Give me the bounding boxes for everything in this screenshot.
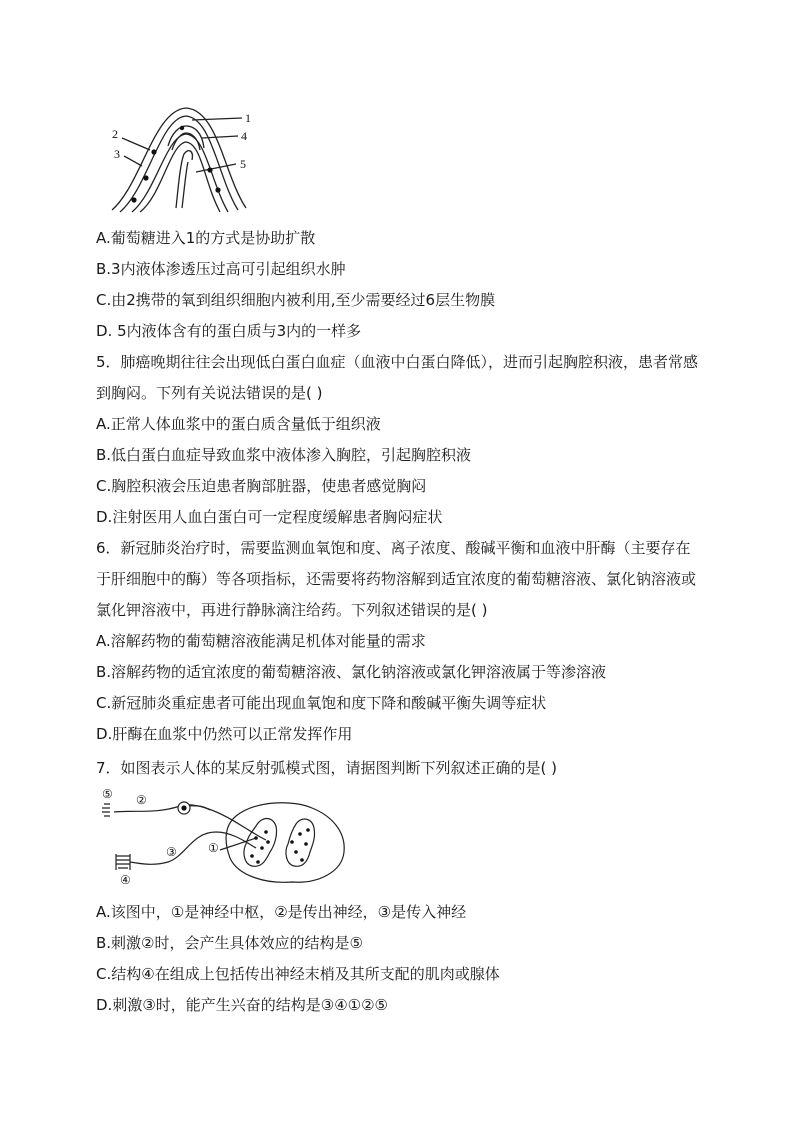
tissue-fluid-diagram [106,100,266,218]
q7-option-b: B.刺激②时，会产生具体效应的结构是⑤ [96,934,363,952]
figure2-label-2: ② [136,793,147,807]
q7-option-a: A.该图中，①是神经中枢，②是传出神经，③是传入神经 [96,903,467,921]
figure2-label-4: ④ [120,873,131,887]
figure1-label-3: 3 [114,147,120,161]
q6-option-a: A.溶解药物的葡萄糖溶液能满足机体对能量的需求 [96,632,426,650]
figure1-label-4: 4 [241,129,247,143]
q4-option-c: C.由2携带的氧到组织细胞内被利用,至少需要经过6层生物膜 [96,291,496,309]
q7-option-c: C.结构④在组成上包括传出神经末梢及其所支配的肌肉或腺体 [96,965,500,983]
figure1-label-5: 5 [240,157,246,171]
q5-option-a: A.正常人体血浆中的蛋白质含量低于组织液 [96,415,381,433]
q5-stem: 5．肺癌晚期往往会出现低白蛋白血症（血液中白蛋白降低），进而引起胸腔积液，患者常感到胸闷。下列有关说法错误的是( ) [96,353,699,402]
q7-stem: 7．如图表示人体的某反射弧模式图，请据图判断下列叙述正确的是( ) [96,759,558,777]
figure2-label-5: ⑤ [102,787,113,801]
q6-stem: 6．新冠肺炎治疗时，需要监测血氧饱和度、离子浓度、酸碱平衡和血液中肝酶（主要存在于肝细胞中的酶）等各项指标，还需要将药物溶解到适宜浓度的葡萄糖溶液、氯化钠溶液或氯化钾溶液中，再进行静脉滴注给药。下列叙述错误的是( ) [96,539,697,619]
q4-option-b: B.3内液体渗透压过高可引起组织水肿 [96,260,346,278]
q4-option-a: A.葡萄糖进入1的方式是协助扩散 [96,229,316,247]
q5-option-d: D.注射医用人血白蛋白可一定程度缓解患者胸闷症状 [96,508,443,526]
figure2-label-3: ③ [166,845,177,859]
figure2-label-1: ① [208,841,219,855]
q6-option-d: D.肝酶在血浆中仍然可以正常发挥作用 [96,725,353,743]
figure1-label-2: 2 [112,127,118,141]
reflex-arc-diagram [96,786,358,888]
figure1-label-1: 1 [245,111,251,125]
q4-option-d: D. 5内液体含有的蛋白质与3内的一样多 [96,322,362,340]
q5-option-b: B.低白蛋白血症导致血浆中液体渗入胸腔，引起胸腔积液 [96,446,472,464]
q6-option-b: B.溶解药物的适宜浓度的葡萄糖溶液、氯化钠溶液或氯化钾溶液属于等渗溶液 [96,663,607,681]
q7-option-d: D.刺激③时，能产生兴奋的结构是③④①②⑤ [96,996,389,1014]
q6-option-c: C.新冠肺炎重症患者可能出现血氧饱和度下降和酸碱平衡失调等症状 [96,694,547,712]
q5-option-c: C.胸腔积液会压迫患者胸部脏器，使患者感觉胸闷 [96,477,427,495]
